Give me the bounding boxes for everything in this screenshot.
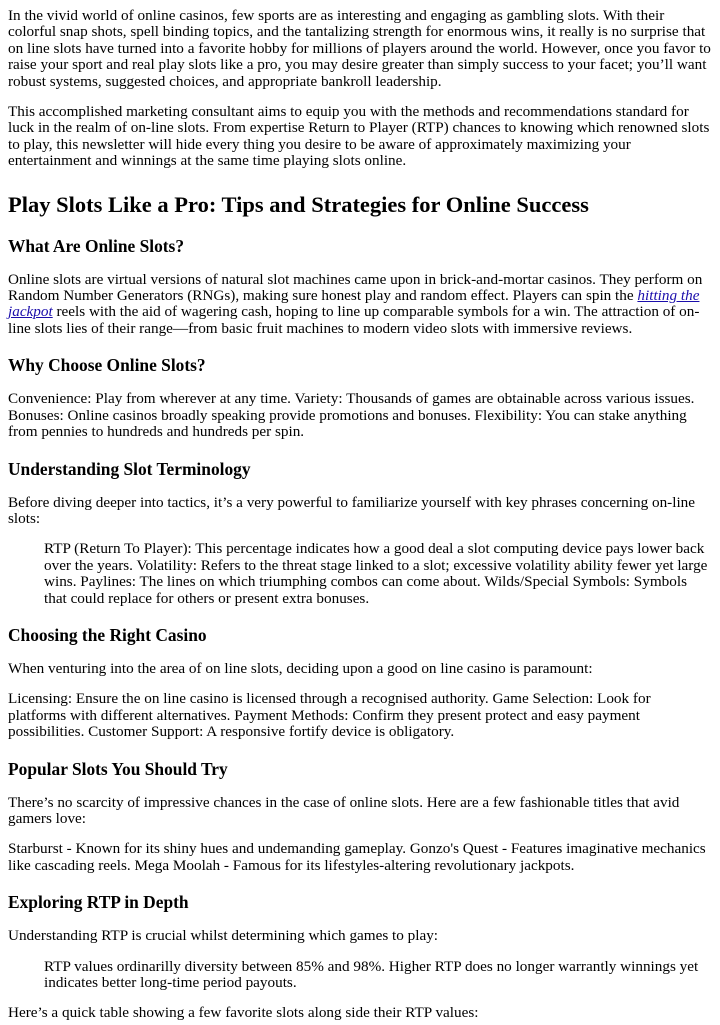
paragraph-terminology-intro: Before diving deeper into tactics, it’s a very powerful to familiarize yourself with key phrases concerning on-line slots: bbox=[8, 493, 696, 527]
paragraph-rtp-intro: Understanding RTP is crucial whilst determining which games to play: bbox=[8, 927, 439, 945]
main-heading: Play Slots Like a Pro: Tips and Strategies for Online Success bbox=[8, 191, 589, 217]
text-after-link: reels with the aid of wagering cash, hoping to line up comparable symbols for a win. The attraction of on-line slots lies of their range—from basic fruit machines to modern video slots with immersive reviews. bbox=[8, 303, 700, 337]
text-before-link: Online slots are virtual versions of natural slot machines came upon in brick-and-mortar casinos. They perform on Random Number Generators (RNGs), making sure honest play and random effect. Players can spin the bbox=[8, 270, 703, 305]
paragraph-rtp-outro: Here’s a quick table showing a few favorite slots along side their RTP values: bbox=[8, 1004, 479, 1022]
paragraph-why-choose-online-slots: Convenience: Play from wherever at any time. Variety: Thousands of games are obtainable across various issues. Bonuses: Online casinos broadly speaking provide promotions and bonuses. Flexibility: You can stake anything from pennies to hundreds and hundreds per spin. bbox=[8, 390, 695, 441]
heading-choosing-casino: Choosing the Right Casino bbox=[8, 624, 207, 645]
intro-paragraph-1: In the vivid world of online casinos, few sports are as interesting and engaging as gambling slots. With their colorful snap shots, spell binding topics, and the tantalizing strength for enormous wins, it really is no surprise that on line slots have turned into a favorite hobby for millions of players around the world. However, once you favor to raise your sport and real play slots like a pro, you may desire greater than simply success to your facet; you’ll want robust systems, suggested choices, and appropriate bankroll leadership. bbox=[8, 7, 711, 90]
paragraph-what-are-online-slots bbox=[8, 272, 712, 338]
paragraph-popular-intro: There’s no scarcity of impressive chances in the case of online slots. Here are a few fashionable titles that avid gamers love: bbox=[8, 793, 680, 827]
paragraph-casino-details: Licensing: Ensure the on line casino is licensed through a recognised authority. Game Selection: Look for platforms with different alternatives. Payment Methods: Confirm they present protect and easy payment possibilities. Customer Support: A responsive fortify device is obligatory. bbox=[8, 690, 651, 741]
heading-popular-slots: Popular Slots You Should Try bbox=[8, 758, 228, 779]
blockquote-terminology: RTP (Return To Player): This percentage indicates how a good deal a slot computing device pays lower back over the years. Volatility: Refers to the threat stage linked to a slot; excessive volatility ability fewer yet large wins. Paylines: The lines on which triumphing combos can come about. Wilds/Special Symbols: Symbols that could replace for others or present extra bonuses. bbox=[44, 540, 708, 607]
article bbox=[0, 8, 712, 1022]
paragraph-popular-list: Starburst - Known for its shiny hues and undemanding gameplay. Gonzo's Quest - Features imaginative mechanics like cascading reels. Mega Moolah - Famous for its lifestyles-altering revolutionary jackpots. bbox=[8, 840, 706, 874]
paragraph-casino-intro: When venturing into the area of on line slots, deciding upon a good on line casino is paramount: bbox=[8, 659, 593, 677]
heading-rtp-depth: Exploring RTP in Depth bbox=[8, 892, 189, 913]
blockquote-rtp: RTP values ordinarilly diversity between 85% and 98%. Higher RTP does no longer warrantly winnings yet indicates better long-time period payouts. bbox=[44, 957, 699, 991]
heading-what-are-online-slots: What Are Online Slots? bbox=[8, 235, 185, 256]
heading-slot-terminology: Understanding Slot Terminology bbox=[8, 458, 251, 479]
intro-paragraph-2: This accomplished marketing consultant aims to equip you with the methods and recommendations standard for luck in the realm of on-line slots. From expertise Return to Player (RTP) chances to knowing which renowned slots to play, this newsletter will hide every thing you desire to be aware of approximately maximizing your entertainment and winnings at the same time playing slots online. bbox=[8, 103, 710, 170]
hitting-the-jackpot-link[interactable]: hitting the jackpot bbox=[8, 287, 700, 321]
heading-why-choose-online-slots: Why Choose Online Slots? bbox=[8, 355, 206, 376]
